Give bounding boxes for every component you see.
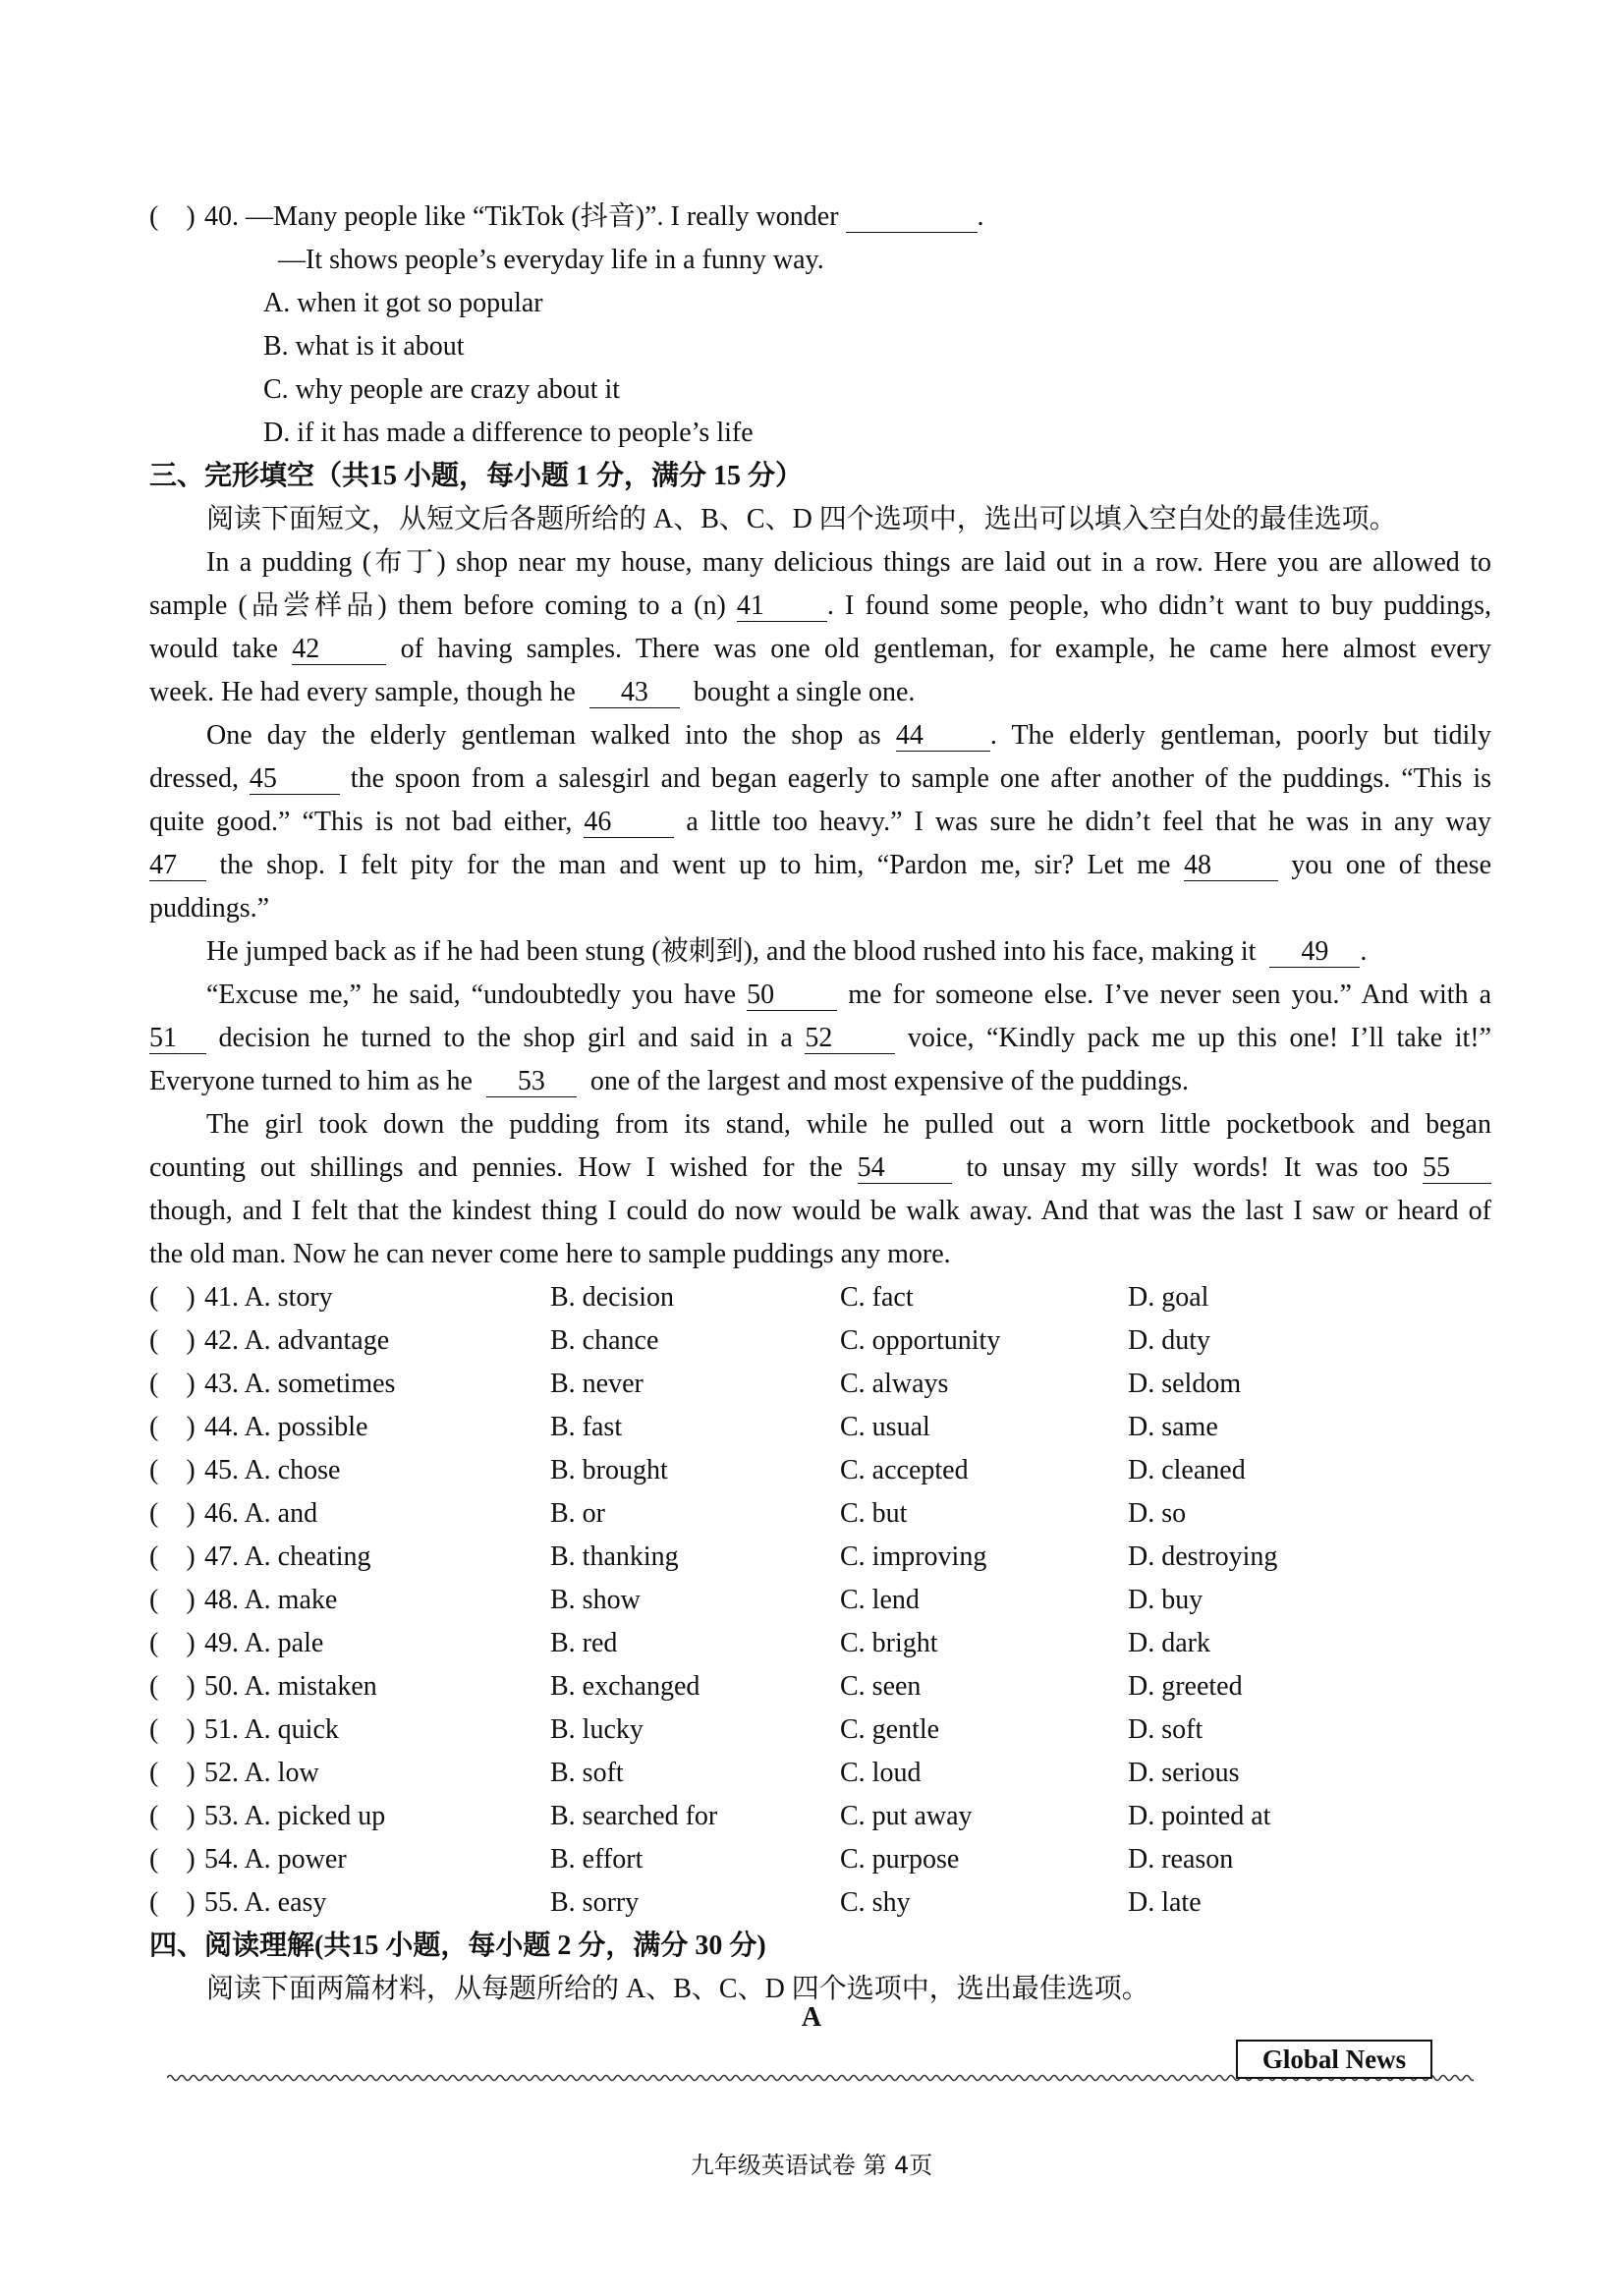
question-40-reply: —It shows people’s everyday life in a funny way. (278, 245, 824, 275)
option-b: B. thanking (550, 1541, 679, 1572)
option-b: B. never (550, 1369, 644, 1399)
option-c: C. seen (840, 1671, 922, 1702)
passage-line: One day the elderly gentleman walked into the shop as 44 . The elderly gentleman, poorly but tidily (206, 720, 1492, 751)
option-b: B. decision (550, 1282, 674, 1313)
option-c: C. always (840, 1369, 949, 1399)
passage-line: 51 decision he turned to the shop girl and said in a 52 voice, “Kindly pack me up this one! I’ll take it!” (149, 1023, 1492, 1053)
option-b: B. searched for (550, 1801, 718, 1831)
global-news-title: Global News (1236, 2040, 1432, 2079)
option-c: C. improving (840, 1541, 987, 1572)
option-d: D. soft (1128, 1714, 1203, 1745)
option-c: C. lend (840, 1585, 920, 1615)
answer-paren[interactable]: ( ) (149, 1714, 196, 1745)
blank-45: 45 (250, 764, 340, 795)
passage-line: sample (品尝样品) them before coming to a (n) 41 . I found some people, who didn’t want to buy puddings, (149, 590, 1492, 621)
option-c: C. usual (840, 1412, 930, 1442)
option-b: B. red (550, 1628, 618, 1658)
blank-48: 48 (1184, 851, 1278, 881)
option-a: 46. A. and (204, 1498, 318, 1529)
answer-paren[interactable]: ( ) (149, 1628, 196, 1658)
option-d: D. seldom (1128, 1369, 1242, 1399)
option-d: D. so (1128, 1498, 1187, 1529)
blank-55: 55 (1423, 1153, 1491, 1184)
option-b: B. show (550, 1585, 641, 1615)
option-d: D. pointed at (1128, 1801, 1271, 1831)
section-4-title: 四、阅读理解(共15 小题，每小题 2 分，满分 30 分) (149, 1931, 766, 1961)
answer-paren[interactable]: ( ) (149, 1671, 196, 1702)
answer-blank[interactable] (846, 202, 978, 233)
blank-51: 51 (149, 1024, 206, 1054)
answer-paren[interactable]: ( ) (149, 1585, 196, 1615)
blank-53: 53 (486, 1067, 577, 1097)
option-d: D. destroying (1128, 1541, 1278, 1572)
option-c: C. opportunity (840, 1325, 1001, 1356)
option-a: 44. A. possible (204, 1412, 368, 1442)
option-a: 49. A. pale (204, 1628, 324, 1658)
option-d: D. duty (1128, 1325, 1210, 1356)
option-c: C. fact (840, 1282, 914, 1313)
option-a: 52. A. low (204, 1758, 319, 1788)
option-d: D. same (1128, 1412, 1218, 1442)
blank-54: 54 (858, 1153, 952, 1184)
q40-option-c: C. why people are crazy about it (263, 374, 621, 405)
q40-option-d: D. if it has made a difference to people’s life (263, 418, 754, 448)
passage-line: the old man. Now he can never come here to sample puddings any more. (149, 1239, 951, 1269)
option-d: D. dark (1128, 1628, 1210, 1658)
question-40: ( ) 40. —Many people like “TikTok (抖音)”. I really wonder . (149, 201, 984, 232)
option-d: D. buy (1128, 1585, 1203, 1615)
option-d: D. cleaned (1128, 1455, 1246, 1485)
blank-49: 49 (1269, 937, 1360, 968)
section-4-instruction: 阅读下面两篇材料，从每题所给的 A、B、C、D 四个选项中，选出最佳选项。 (206, 1974, 1149, 2004)
option-c: C. bright (840, 1628, 938, 1658)
answer-paren[interactable]: ( ) (149, 1498, 196, 1529)
page-footer: 九年级英语试卷 第 4页 (690, 2152, 933, 2179)
option-b: B. effort (550, 1844, 644, 1875)
option-a: 54. A. power (204, 1844, 347, 1875)
answer-paren[interactable]: ( ) (149, 1758, 196, 1788)
option-d: D. late (1128, 1887, 1202, 1918)
question-40-stem: 40. —Many people like “TikTok (抖音)”. I really wonder (204, 201, 839, 232)
option-c: C. put away (840, 1801, 973, 1831)
blank-52: 52 (805, 1024, 895, 1054)
option-b: B. soft (550, 1758, 624, 1788)
passage-line: would take 42 of having samples. There was one old gentleman, for example, he came here almost every (149, 634, 1492, 664)
answer-paren[interactable]: ( ) (149, 1887, 196, 1918)
passage-line: counting out shillings and pennies. How I wished for the 54 to unsay my silly words! It was too 55 (149, 1151, 1491, 1185)
option-d: D. reason (1128, 1844, 1234, 1875)
passage-line: The girl took down the pudding from its stand, while he pulled out a worn little pocketbook and began (206, 1109, 1491, 1140)
passage-label: A (801, 2002, 822, 2033)
passage-line: Everyone turned to him as he 53 one of the largest and most expensive of the puddings. (149, 1066, 1190, 1096)
answer-paren[interactable]: ( ) (149, 1455, 196, 1485)
blank-50: 50 (747, 980, 837, 1011)
option-c: C. accepted (840, 1455, 969, 1485)
passage-line: quite good.” “This is not bad either, 46 a little too heavy.” I was sure he didn’t feel that he was in any way (149, 807, 1492, 837)
option-b: B. or (550, 1498, 605, 1529)
section-3-instruction: 阅读下面短文，从短文后各题所给的 A、B、C、D 四个选项中，选出可以填入空白处的最佳选项。 (206, 504, 1397, 534)
option-a: 43. A. sometimes (204, 1369, 396, 1399)
blank-42: 42 (292, 635, 386, 665)
option-a: 41. A. story (204, 1282, 333, 1313)
blank-43: 43 (589, 678, 680, 708)
passage-line: week. He had every sample, though he 43 bought a single one. (149, 677, 916, 707)
blank-47: 47 (149, 851, 206, 881)
option-c: C. gentle (840, 1714, 940, 1745)
option-c: C. shy (840, 1887, 911, 1918)
answer-paren[interactable]: ( ) (149, 1844, 196, 1875)
option-b: B. fast (550, 1412, 623, 1442)
passage-line: dressed, 45 the spoon from a salesgirl and began eagerly to sample one after another of the puddings. “This is (149, 763, 1491, 794)
option-d: D. serious (1128, 1758, 1240, 1788)
option-c: C. but (840, 1498, 908, 1529)
answer-paren[interactable]: ( ) (149, 201, 196, 232)
option-c: C. loud (840, 1758, 922, 1788)
option-a: 48. A. make (204, 1585, 338, 1615)
passage-line: “Excuse me,” he said, “undoubtedly you have 50 me for someone else. I’ve never seen you.” And with a (206, 980, 1491, 1010)
passage-line: puddings.” (149, 893, 270, 924)
answer-paren[interactable]: ( ) (149, 1369, 196, 1399)
option-a: 47. A. cheating (204, 1541, 371, 1572)
option-b: B. lucky (550, 1714, 644, 1745)
passage-line: He jumped back as if he had been stung (被刺到), and the blood rushed into his face, making it 49 . (206, 936, 1368, 967)
passage-line: though, and I felt that the kindest thing I could do now would be walk away. And that was the last I saw or heard of (149, 1196, 1491, 1226)
option-a: 55. A. easy (204, 1887, 327, 1918)
option-b: B. exchanged (550, 1671, 700, 1702)
option-d: D. goal (1128, 1282, 1209, 1313)
answer-paren[interactable]: ( ) (149, 1325, 196, 1356)
option-a: 42. A. advantage (204, 1325, 390, 1356)
q40-option-b: B. what is it about (263, 331, 465, 362)
answer-paren[interactable]: ( ) (149, 1282, 196, 1313)
passage-line: In a pudding (布丁) shop near my house, many delicious things are laid out in a row. Here you are allowed to (206, 547, 1491, 578)
option-b: B. brought (550, 1455, 668, 1485)
answer-paren[interactable]: ( ) (149, 1412, 196, 1442)
answer-paren[interactable]: ( ) (149, 1541, 196, 1572)
option-a: 53. A. picked up (204, 1801, 386, 1831)
blank-41: 41 (737, 591, 827, 622)
passage-line: 47 the shop. I felt pity for the man and went up to him, “Pardon me, sir? Let me 48 you one of these (149, 850, 1492, 880)
option-b: B. chance (550, 1325, 659, 1356)
blank-46: 46 (584, 808, 674, 838)
answer-paren[interactable]: ( ) (149, 1801, 196, 1831)
option-a: 51. A. quick (204, 1714, 339, 1745)
q40-option-a: A. when it got so popular (263, 288, 543, 318)
blank-44: 44 (896, 721, 990, 752)
option-d: D. greeted (1128, 1671, 1243, 1702)
section-3-title: 三、完形填空（共15 小题，每小题 1 分，满分 15 分） (149, 461, 804, 491)
option-c: C. purpose (840, 1844, 960, 1875)
option-b: B. sorry (550, 1887, 640, 1918)
option-a: 45. A. chose (204, 1455, 341, 1485)
option-a: 50. A. mistaken (204, 1671, 377, 1702)
